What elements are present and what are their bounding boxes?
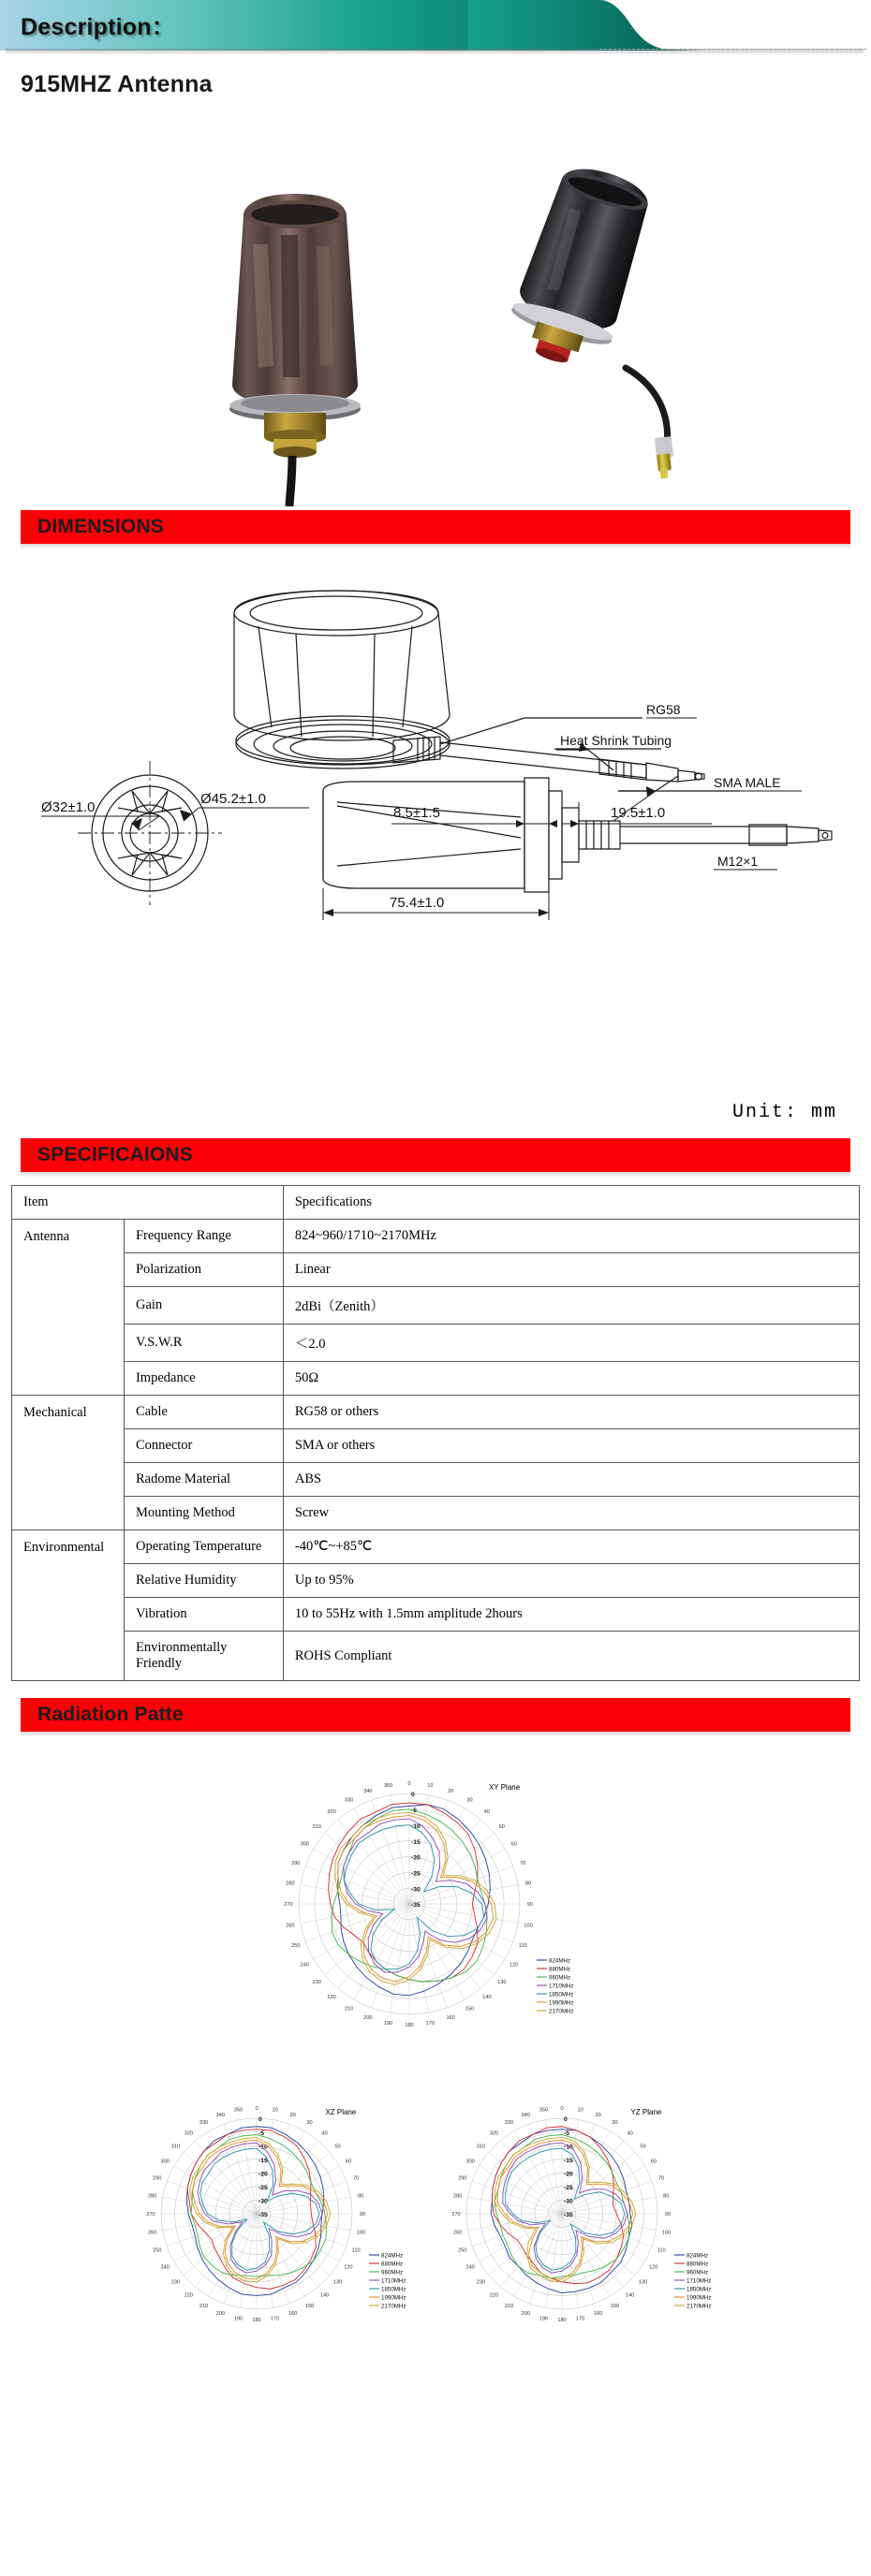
polar-angle-tick-label: 90 (664, 2212, 672, 2217)
polar-angle-tick-label: 220 (489, 2292, 499, 2299)
polar-series-trace (506, 2148, 625, 2270)
dimension-drawing-svg (0, 557, 871, 1119)
measure-total-length: 75.4±1.0 (390, 895, 445, 911)
polar-chart-xz (142, 2070, 423, 2355)
polar-angle-tick-label: 130 (638, 2279, 648, 2286)
polar-angle-tick-label: 80 (663, 2193, 670, 2200)
polar-angle-tick-label: 20 (448, 1788, 454, 1794)
table-row (12, 1497, 860, 1530)
table-header-row (12, 1186, 860, 1220)
polar-angle-tick-label: 180 (405, 2023, 414, 2028)
polar-angle-tick-label: 320 (184, 2130, 194, 2137)
polar-angle-tick-label: 210 (344, 2006, 354, 2012)
polar-angle-tick-label: 220 (327, 1994, 336, 2000)
specifications-banner-label: SPECIFICAIONS (37, 1144, 193, 1165)
polar-angle-tick-label: 260 (286, 1923, 295, 1929)
sma-connector (655, 436, 673, 478)
polar-angle-tick-label: 290 (458, 2175, 467, 2182)
polar-angle-tick-label: 280 (453, 2193, 463, 2200)
table-cell-value: ABS (283, 1463, 859, 1497)
polar-angle-tick-label: 170 (425, 2021, 436, 2027)
legend-label: 1850MHz (549, 1991, 574, 1998)
callout-tubing-label: Heat Shrink Tubing (560, 733, 672, 748)
legend-label: 824MHz (381, 2252, 404, 2260)
table-group-name: Mechanical (12, 1396, 125, 1530)
table-cell-item: Connector (124, 1429, 283, 1463)
polar-angle-tick-label: 0 (560, 2106, 564, 2112)
polar-angle-tick-label: 180 (557, 2318, 567, 2323)
polar-chart-yz (448, 2070, 729, 2355)
table-row (12, 1564, 860, 1598)
polar-angle-tick-label: 100 (356, 2230, 365, 2236)
perspective-view (234, 591, 704, 782)
table-cell-value: SMA or others (283, 1429, 859, 1463)
polar-radial-tick-label: -35 (411, 1902, 421, 1910)
legend-label: 2170MHz (549, 2008, 574, 2015)
polar-radial-tick-label: -15 (411, 1838, 421, 1846)
table-row (12, 1463, 860, 1497)
table-cell-value: ROHS Compliant (283, 1632, 859, 1681)
chart-title: XY Plane (488, 1783, 521, 1792)
specifications-table-wrapper (0, 1172, 871, 1681)
polar-angle-tick-label: 140 (319, 2292, 330, 2299)
polar-angle-tick-label: 110 (351, 2247, 361, 2254)
polar-angle-tick-label: 260 (453, 2230, 463, 2236)
polar-angle-tick-label: 140 (625, 2292, 635, 2299)
measure-base-height: 8.5±1.5 (393, 805, 440, 821)
polar-angle-tick-label: 320 (327, 1809, 336, 1816)
polar-radial-tick-label: -30 (258, 2198, 268, 2205)
polar-angle-tick-label: 140 (482, 1994, 492, 2000)
radiation-section (0, 1681, 871, 1732)
polar-series-trace (344, 1822, 483, 1969)
polar-angle-tick-label: 160 (593, 2311, 603, 2318)
polar-angle-tick-label: 110 (657, 2247, 666, 2254)
polar-angle-tick-label: 150 (304, 2303, 315, 2309)
legend-label: 880MHz (381, 2261, 404, 2268)
chart-row-xz-yz (0, 2070, 871, 2355)
description-header-band (0, 0, 871, 58)
dimension-arrowheads (131, 742, 656, 916)
polar-angle-tick-label: 90 (526, 1902, 534, 1908)
polar-angle-tick-label: 120 (649, 2264, 658, 2271)
polar-angle-tick-label: 330 (504, 2120, 514, 2127)
polar-angle-tick-label: 280 (148, 2193, 157, 2200)
circular-section-view (78, 761, 222, 905)
polar-radial-tick-label: -25 (411, 1870, 421, 1878)
polar-angle-tick-label: 350 (233, 2107, 244, 2114)
table-cell-item: V.S.W.R (124, 1325, 283, 1362)
table-cell-value: Linear (283, 1253, 859, 1287)
table-row (12, 1325, 860, 1362)
polar-angle-tick-label: 80 (358, 2193, 364, 2200)
table-cell-value: 2dBi（Zenith） (283, 1287, 859, 1325)
polar-angle-tick-label: 160 (288, 2311, 298, 2318)
polar-angle-tick-label: 120 (509, 1962, 519, 1969)
table-cell-item: Operating Temperature (124, 1530, 283, 1564)
table-cell-value: RG58 or others (283, 1396, 859, 1429)
legend-label: 1990MHz (381, 2294, 406, 2302)
legend-label: 2170MHz (381, 2303, 406, 2310)
polar-angle-tick-label: 40 (321, 2130, 328, 2137)
polar-angle-tick-label: 230 (170, 2279, 181, 2286)
polar-angle-tick-label: 310 (312, 1824, 321, 1831)
legend-label: 1710MHz (686, 2277, 712, 2285)
polar-angle-tick-label: 10 (427, 1782, 434, 1789)
polar-angle-tick-label: 0 (255, 2106, 258, 2112)
legend-label: 1850MHz (686, 2286, 712, 2293)
polar-chart-xy (276, 1741, 595, 2064)
polar-radial-tick-label: -25 (258, 2185, 268, 2192)
table-cell-value: Up to 95% (283, 1564, 859, 1598)
polar-angle-tick-label: 210 (199, 2303, 209, 2309)
polar-angle-tick-label: 170 (575, 2316, 585, 2322)
polar-angle-tick-label: 10 (577, 2107, 583, 2114)
legend-label: 1710MHz (549, 1983, 574, 1990)
polar-angle-tick-label: 240 (465, 2264, 475, 2271)
polar-radial-tick-label: -25 (564, 2185, 573, 2192)
polar-grid-spoke (409, 1866, 513, 1904)
polar-angle-tick-label: 60 (650, 2159, 657, 2165)
chart-title: XZ Plane (325, 2108, 357, 2116)
table-cell-value: ＜2.0 (283, 1325, 859, 1362)
table-row (12, 1220, 860, 1253)
polar-angle-tick-label: 150 (610, 2303, 620, 2309)
polar-angle-tick-label: 30 (466, 1797, 473, 1804)
header-drop-shadow (6, 49, 864, 55)
table-row (12, 1287, 860, 1325)
measure-outer-diameter: Ø45.2±1.0 (200, 791, 266, 807)
polar-angle-tick-label: 100 (524, 1923, 533, 1929)
polar-angle-tick-label: 30 (306, 2120, 313, 2127)
measure-connector-length: 19.5±1.0 (611, 805, 666, 821)
polar-angle-tick-label: 250 (291, 1943, 301, 1950)
table-row (12, 1598, 860, 1632)
legend-label: 880MHz (549, 1966, 571, 1973)
table-cell-item: Environmentally Friendly (124, 1632, 283, 1681)
callout-connector-label: SMA MALE (714, 775, 781, 790)
polar-angle-tick-label: 340 (215, 2112, 226, 2118)
polar-angle-tick-label: 250 (458, 2247, 467, 2254)
polar-angle-tick-label: 220 (184, 2292, 194, 2299)
polar-series-trace (184, 2130, 316, 2290)
polar-series-trace (200, 2148, 319, 2270)
polar-series-trace (186, 2127, 323, 2296)
product-photo-illustration (0, 104, 871, 506)
polar-angle-tick-label: 340 (363, 1788, 373, 1794)
polar-angle-tick-label: 350 (539, 2107, 549, 2114)
legend-label: 1990MHz (549, 1999, 574, 2007)
table-header-item: Item (12, 1186, 284, 1220)
table-cell-value: 824~960/1710~2170MHz (283, 1220, 859, 1253)
table-row (12, 1396, 860, 1429)
polar-plot-svg (448, 2070, 729, 2350)
dimensions-section (0, 506, 871, 544)
polar-angle-tick-label: 60 (345, 2159, 351, 2165)
polar-angle-tick-label: 130 (497, 1979, 507, 1985)
polar-radial-tick-label: -5 (258, 2130, 265, 2137)
table-cell-item: Mounting Method (124, 1497, 283, 1530)
radiation-banner-label: Radiation Patte (37, 1704, 184, 1725)
legend-label: 1850MHz (381, 2286, 406, 2293)
polar-angle-tick-label: 20 (289, 2112, 296, 2118)
polar-angle-tick-label: 230 (476, 2279, 486, 2286)
table-row (12, 1253, 860, 1287)
table-cell-value: 50Ω (283, 1362, 859, 1396)
table-row (12, 1429, 860, 1463)
measure-inner-diameter: Ø32±1.0 (41, 799, 96, 815)
legend-label: 880MHz (686, 2261, 709, 2268)
polar-radial-tick-label: -35 (564, 2212, 573, 2219)
polar-angle-tick-label: 260 (148, 2230, 157, 2236)
polar-radial-tick-label: -5 (564, 2130, 570, 2137)
polar-angle-tick-label: 210 (504, 2303, 514, 2309)
side-elevation-view (323, 778, 832, 892)
polar-radial-tick-label: -30 (411, 1886, 421, 1894)
table-group-name: Environmental (12, 1530, 125, 1681)
table-row (12, 1362, 860, 1396)
legend-label: 1990MHz (686, 2294, 712, 2302)
polar-angle-tick-label: 180 (252, 2318, 261, 2323)
legend-label: 960MHz (549, 1974, 571, 1982)
table-cell-item: Gain (124, 1287, 283, 1325)
polar-angle-tick-label: 150 (465, 2006, 475, 2012)
polar-angle-tick-label: 190 (383, 2021, 393, 2027)
polar-radial-tick-label: -20 (411, 1854, 421, 1862)
polar-angle-tick-label: 80 (524, 1881, 532, 1887)
polar-angle-tick-label: 50 (334, 2144, 341, 2150)
polar-angle-tick-label: 310 (476, 2144, 486, 2150)
polar-radial-tick-label: 0 (411, 1792, 415, 1799)
polar-angle-tick-label: 30 (612, 2120, 618, 2127)
polar-angle-tick-label: 300 (465, 2159, 475, 2165)
polar-radial-tick-label: 0 (564, 2116, 568, 2124)
table-cell-value: 10 to 55Hz with 1.5mm amplitude 2hours (283, 1598, 859, 1632)
table-cell-item: Impedance (124, 1362, 283, 1396)
table-cell-item: Relative Humidity (124, 1564, 283, 1598)
polar-angle-tick-label: 40 (627, 2130, 633, 2137)
table-cell-item: Polarization (124, 1253, 283, 1287)
specifications-section (0, 1134, 871, 1172)
dimensions-banner-label: DIMENSIONS (37, 516, 165, 537)
polar-plot-svg (276, 1741, 595, 2059)
legend-label: 960MHz (381, 2269, 404, 2276)
polar-angle-tick-label: 40 (483, 1809, 491, 1816)
table-row (12, 1632, 860, 1681)
legend-label: 824MHz (549, 1957, 571, 1965)
polar-angle-tick-label: 330 (199, 2120, 209, 2127)
polar-angle-tick-label: 230 (312, 1979, 321, 1985)
polar-angle-tick-label: 200 (215, 2311, 226, 2318)
polar-angle-tick-label: 50 (498, 1824, 505, 1831)
polar-angle-tick-label: 0 (407, 1781, 411, 1787)
antenna-upright-view (229, 194, 361, 506)
polar-angle-tick-label: 290 (153, 2175, 162, 2182)
polar-angle-tick-label: 250 (153, 2247, 162, 2254)
table-cell-value: -40℃~+85℃ (283, 1530, 859, 1564)
polar-angle-tick-label: 240 (300, 1962, 309, 1969)
polar-angle-tick-label: 330 (344, 1797, 354, 1804)
polar-radial-tick-label: -15 (564, 2157, 573, 2164)
polar-radial-tick-label: -30 (564, 2198, 573, 2205)
polar-radial-tick-label: 0 (258, 2116, 262, 2124)
legend-label: 824MHz (686, 2252, 709, 2260)
table-cell-value: Screw (283, 1497, 859, 1530)
polar-angle-tick-label: 90 (359, 2212, 366, 2217)
polar-angle-tick-label: 50 (640, 2144, 646, 2150)
legend-label: 2170MHz (686, 2303, 712, 2310)
table-group-name: Antenna (12, 1220, 125, 1396)
header-curve-shape (468, 0, 702, 51)
polar-angle-tick-label: 120 (344, 2264, 353, 2271)
radiation-banner (21, 1698, 850, 1732)
polar-angle-tick-label: 300 (160, 2159, 170, 2165)
specifications-table (11, 1185, 860, 1681)
polar-angle-tick-label: 70 (520, 1860, 526, 1866)
polar-angle-tick-label: 280 (286, 1881, 295, 1887)
dimensions-banner (21, 510, 850, 544)
table-cell-item: Radome Material (124, 1463, 283, 1497)
table-header-spec: Specifications (283, 1186, 859, 1220)
polar-angle-tick-label: 300 (300, 1841, 309, 1848)
product-photo (0, 104, 871, 506)
polar-angle-tick-label: 310 (170, 2144, 181, 2150)
radiation-charts (0, 1732, 871, 2355)
polar-radial-tick-label: -10 (411, 1822, 421, 1830)
polar-grid-spoke (409, 1904, 447, 2008)
polar-grid-spoke (305, 1866, 409, 1904)
polar-angle-tick-label: 190 (539, 2316, 549, 2322)
table-cell-item: Vibration (124, 1598, 283, 1632)
callout-cable-label: RG58 (646, 702, 681, 717)
polar-angle-tick-label: 110 (518, 1943, 527, 1950)
callout-thread-label: M12×1 (717, 854, 759, 869)
polar-angle-tick-label: 270 (451, 2212, 461, 2217)
polar-angle-tick-label: 70 (658, 2175, 665, 2182)
polar-angle-tick-label: 190 (233, 2316, 244, 2322)
polar-radial-tick-label: -35 (258, 2212, 268, 2219)
chart-row-xy (0, 1741, 871, 2064)
description-label: Description： (21, 14, 175, 40)
polar-angle-tick-label: 340 (521, 2112, 531, 2118)
polar-radial-tick-label: -15 (258, 2157, 268, 2164)
polar-angle-tick-label: 10 (272, 2107, 278, 2114)
legend-label: 1710MHz (381, 2277, 406, 2285)
polar-angle-tick-label: 290 (291, 1860, 301, 1866)
header-dashed-rule (599, 49, 866, 50)
legend-label: 960MHz (686, 2269, 709, 2276)
polar-angle-tick-label: 270 (146, 2212, 155, 2217)
polar-radial-tick-label: -5 (411, 1808, 418, 1815)
polar-angle-tick-label: 60 (510, 1841, 517, 1848)
polar-angle-tick-label: 200 (363, 2015, 373, 2022)
polar-radial-tick-label: -10 (258, 2144, 268, 2151)
polar-angle-tick-label: 270 (284, 1902, 293, 1908)
polar-grid-spoke (409, 1904, 494, 1975)
unit-note: Unit: mm (731, 1102, 837, 1123)
polar-radial-tick-label: -20 (564, 2171, 573, 2178)
polar-angle-tick-label: 130 (332, 2279, 343, 2286)
antenna-angled-view (500, 157, 673, 478)
polar-radial-tick-label: -10 (564, 2144, 573, 2151)
polar-angle-tick-label: 350 (383, 1782, 393, 1789)
polar-angle-tick-label: 200 (521, 2311, 531, 2318)
polar-angle-tick-label: 100 (661, 2230, 671, 2236)
page-title: 915MHZ Antenna (21, 71, 213, 97)
polar-angle-tick-label: 160 (446, 2015, 455, 2022)
polar-angle-tick-label: 320 (489, 2130, 499, 2137)
polar-angle-tick-label: 20 (595, 2112, 601, 2118)
polar-plot-svg (142, 2070, 423, 2350)
specifications-banner (21, 1138, 850, 1172)
polar-angle-tick-label: 240 (160, 2264, 170, 2271)
chart-title: YZ Plane (630, 2108, 662, 2116)
table-cell-item: Cable (124, 1396, 283, 1429)
dimension-drawings (0, 557, 871, 1119)
polar-angle-tick-label: 70 (353, 2175, 360, 2182)
table-cell-item: Frequency Range (124, 1220, 283, 1253)
table-row (12, 1530, 860, 1564)
polar-angle-tick-label: 170 (270, 2316, 280, 2322)
polar-radial-tick-label: -20 (258, 2171, 268, 2178)
